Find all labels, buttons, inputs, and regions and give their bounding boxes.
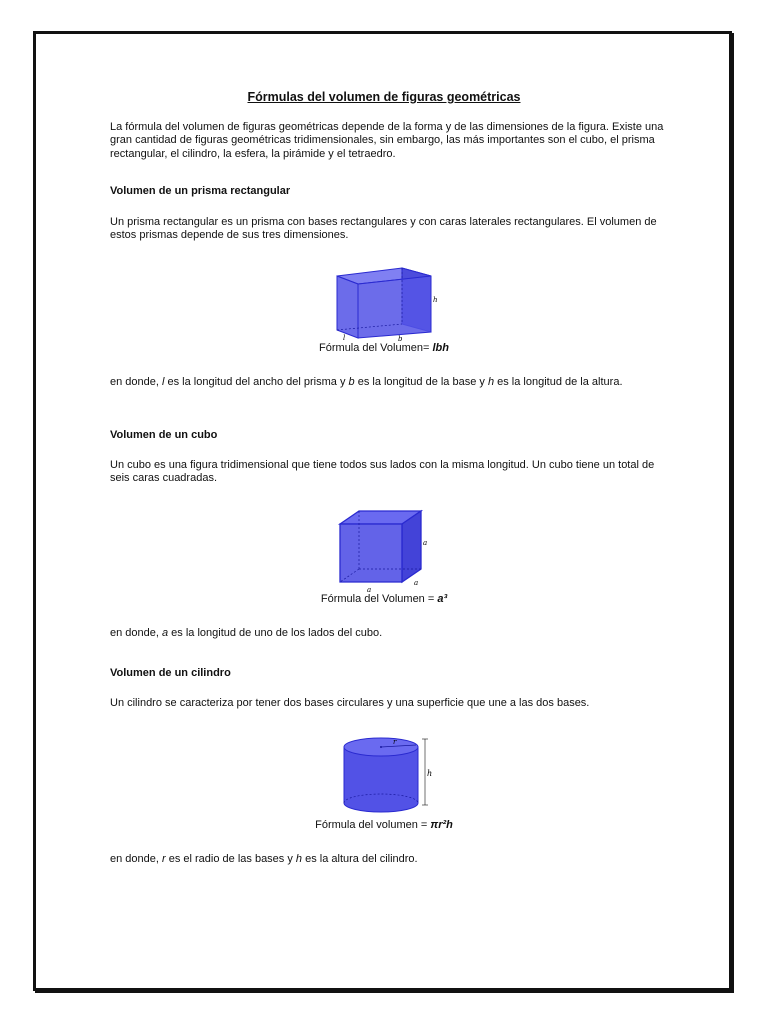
cube-heading: Volumen de un cubo — [110, 429, 218, 441]
cylinder-formula: πr²h — [430, 819, 453, 831]
cube-formula-caption: Fórmula del Volumen = a³ — [320, 593, 448, 605]
cube-a-label-depth: a — [414, 579, 419, 587]
rectangular-prism-figure — [330, 262, 442, 344]
prism-h-label: h — [433, 296, 438, 304]
cylinder-description: Un cilindro se caracteriza por tener dos bases circulares y una superficie que une a las dos bases. — [110, 697, 590, 709]
prism-heading: Volumen de un prisma rectangular — [110, 185, 291, 197]
prism-formula: lbh — [432, 342, 449, 354]
prism-description: Un prisma rectangular es un prisma con bases rectangulares y con caras laterales rectangulares. El volumen de estos prismas depende de sus tres dimensiones. — [110, 216, 657, 242]
cylinder-h-label: h — [427, 769, 433, 778]
cube-a-label-height: a — [423, 539, 428, 547]
cylinder-heading: Volumen de un cilindro — [110, 667, 231, 679]
cube-explanation: en donde, a es la longitud de uno de los lados del cubo. — [110, 627, 383, 639]
prism-l-label: l — [343, 334, 346, 342]
cylinder-figure — [338, 735, 442, 817]
cube-a-label-width: a — [367, 586, 372, 594]
cube-description: Un cubo es una figura tridimensional que tiene todos sus lados con la misma longitud. Un cubo tiene un total de seis caras cuadradas. — [110, 459, 655, 485]
intro-paragraph: La fórmula del volumen de figuras geométricas depende de la forma y de las dimensiones de la figura. Existe una gran cantidad de figuras geométricas tridimensionales, sin embargo, las más importantes son el cubo, el prisma rectangular, el cilindro, la esfera, la pirámide y el tetraedro. — [110, 121, 664, 160]
prism-explanation: en donde, l es la longitud del ancho del prisma y b es la longitud de la base y h es la longitud de la altura. — [110, 376, 623, 388]
cylinder-explanation: en donde, r es el radio de las bases y h es la altura del cilindro. — [110, 853, 418, 865]
cylinder-r-label: r — [393, 738, 397, 746]
cube-figure — [334, 505, 434, 595]
prism-formula-caption: Fórmula del Volumen= lbh — [319, 342, 449, 354]
page-title: Fórmulas del volumen de figuras geométricas — [247, 90, 521, 104]
cube-formula: a³ — [437, 593, 448, 605]
cylinder-formula-caption: Fórmula del volumen = πr²h — [315, 819, 453, 831]
prism-b-label: b — [398, 335, 403, 343]
